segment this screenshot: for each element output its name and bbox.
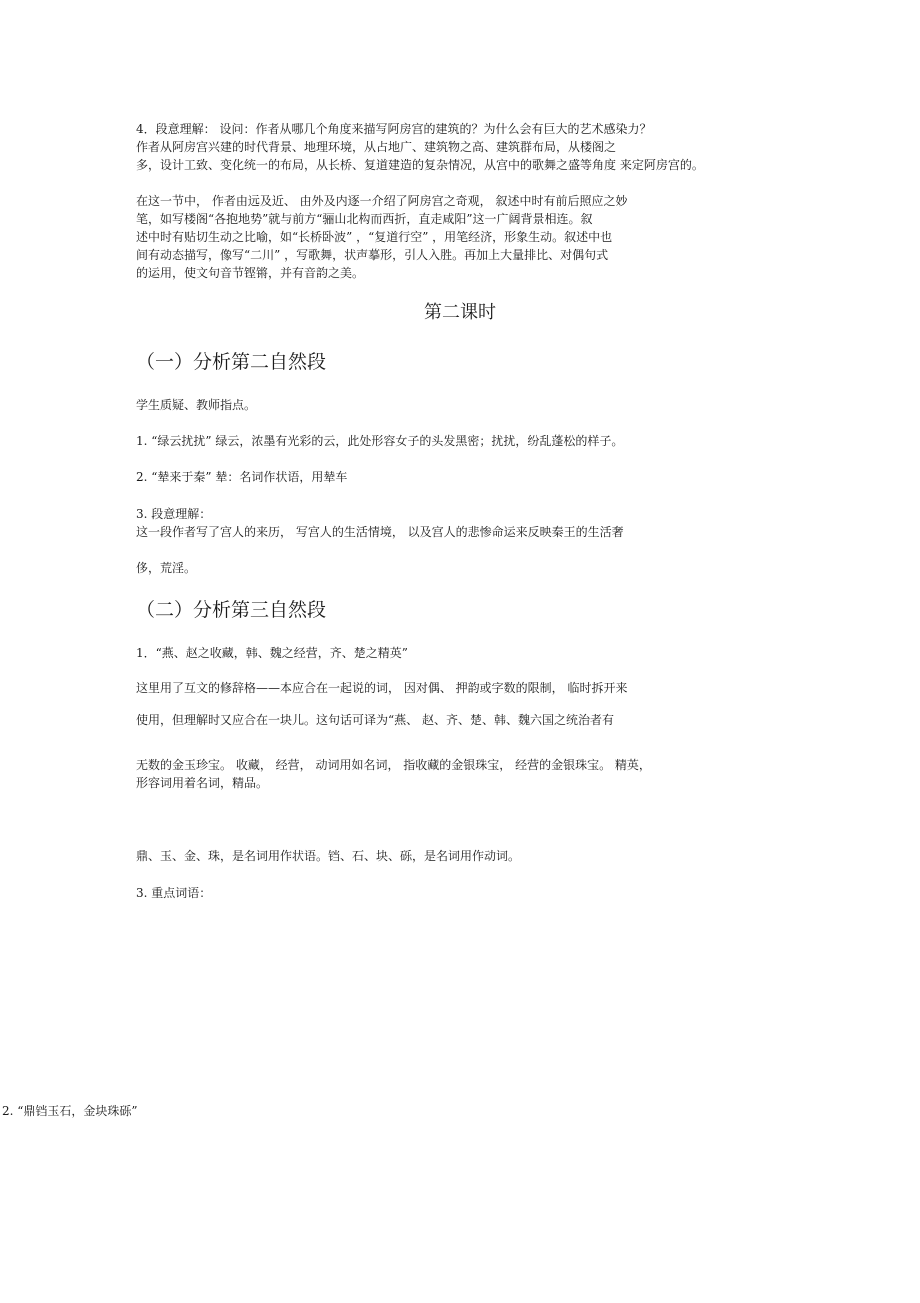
part1-item-2: 2. “辇来于秦” 辇：名词作状语，用辇车: [136, 470, 348, 484]
part2-heading: （二）分析第三自然段: [136, 599, 327, 621]
section1-line-3: 多，设计工致、变化统一的布局，从长桥、复道建造的复杂情况，从宫中的歌舞之盛等角度 来定阿房宫的。: [136, 158, 704, 172]
section1-line-2: 作者从阿房宫兴建的时代背景、地理环境，从占地广、建筑物之高、建筑群布局，从楼阁之: [136, 140, 617, 154]
part2-item-2: 2. “鼎铛玉石，金块珠砾”: [2, 1104, 138, 1118]
part2-item-3: 3. 重点词语：: [136, 886, 212, 900]
part2-para-line-3: 无数的金玉珍宝。 收藏， 经营， 动词用如名词， 指收藏的金银珠宝， 经营的金银珠宝。 精英，: [136, 758, 651, 772]
part1-item-3-line-2: 侈，荒淫。: [136, 561, 197, 575]
part2-para-line-5: 鼎、玉、金、珠，是名词用作状语。铛、石、块、砾，是名词用作动词。: [136, 849, 521, 863]
section2-line-3: 述中时有贴切生动之比喻，如“长桥卧波” ，“复道行空” ，用笔经济，形象生动。叙述中也: [136, 230, 613, 244]
section1-line-1: 4．段意理解： 设问：作者从哪几个角度来描写阿房宫的建筑的？为什么会有巨大的艺术感染力？: [136, 122, 652, 136]
section2-line-5: 的运用，使文句音节铿锵，并有音韵之美。: [136, 266, 365, 280]
section2-line-4: 间有动态描写，像写“二川” ，写歌舞，状声摹形，引人入胜。再加上大量排比、对偶句式: [136, 248, 609, 262]
lesson-title: 第二课时: [424, 302, 496, 323]
part1-item-1: 1. “绿云扰扰” 绿云，浓墨有光彩的云，此处形容女子的头发黑密；扰扰，纷乱蓬松的样子。: [136, 434, 624, 448]
part2-para-line-1: 这里用了互文的修辞格——本应合在一起说的词， 因对偶、 押韵或字数的限制， 临时拆开来: [136, 681, 628, 695]
part1-item-3-line-1: 这一段作者写了宫人的来历， 写宫人的生活情境， 以及宫人的悲惨命运来反映秦王的生活奢: [136, 525, 624, 539]
part1-intro: 学生质疑、教师指点。: [136, 398, 257, 412]
part1-item-3-title: 3. 段意理解：: [136, 507, 212, 521]
part2-para-line-2: 使用，但理解时又应合在一块儿。这句话可译为“燕、 赵、齐、楚、韩、魏六国之统治者有: [136, 713, 614, 727]
part1-heading: （一）分析第二自然段: [136, 351, 327, 373]
part2-item-1: 1．“燕、赵之收藏，韩、魏之经营，齐、楚之精英”: [136, 646, 408, 660]
section2-line-2: 笔，如写楼阁“各抱地势”就与前方“骊山北构而西折，直走咸阳”这一广阔背景相连。叙: [136, 212, 593, 226]
part2-para-line-4: 形容词用着名词，精品。: [136, 776, 269, 790]
section2-line-1: 在这一节中， 作者由远及近、 由外及内逐一介绍了阿房宫之奇观， 叙述中时有前后照应之妙: [136, 194, 628, 208]
